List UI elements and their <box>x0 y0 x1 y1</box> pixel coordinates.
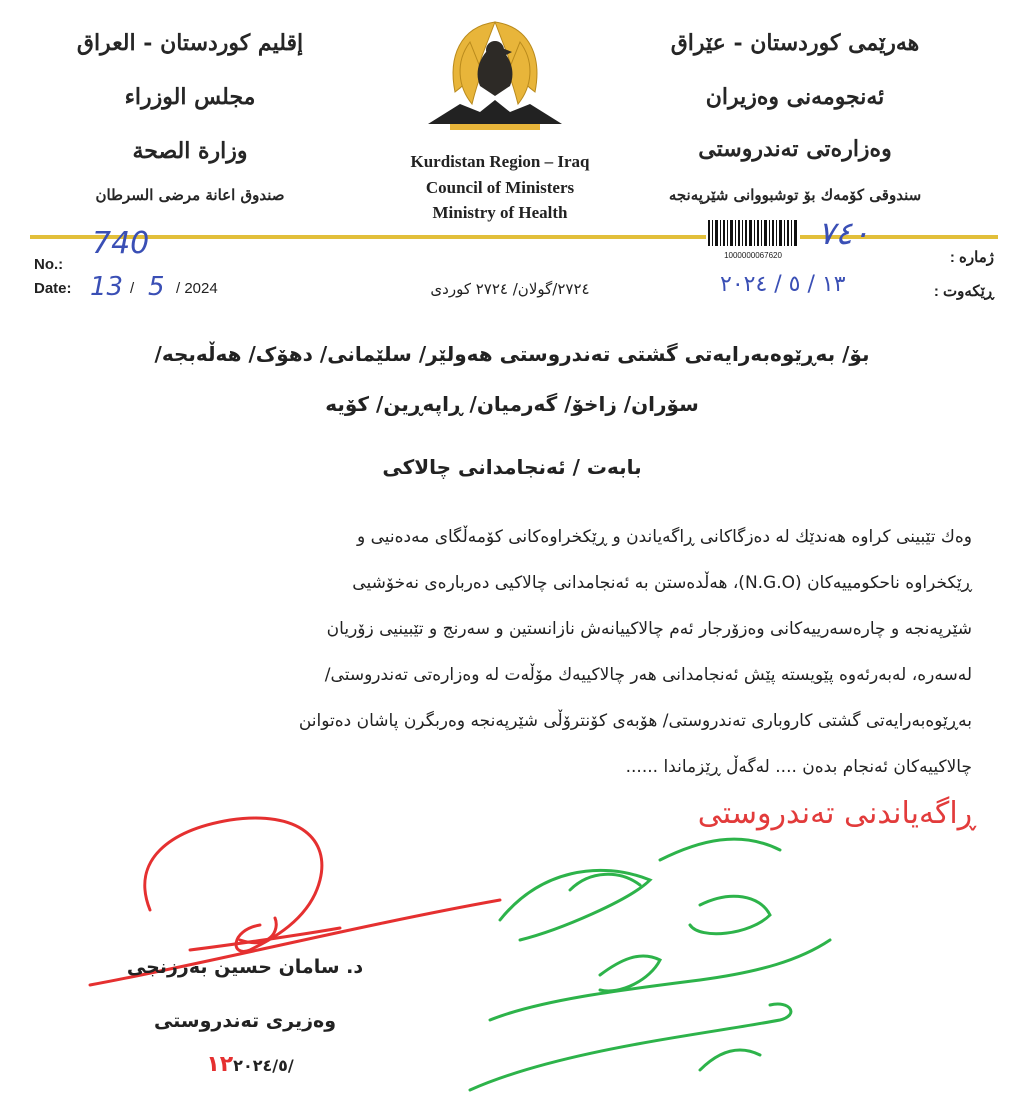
signature-date-day: ١٢ <box>206 1052 234 1077</box>
date-month-handwritten: 5 <box>148 272 165 302</box>
recipient-line-2: سۆران/ زاخۆ/ گەرمیان/ ڕاپەڕین/ کۆیە <box>325 392 699 416</box>
header-arabic-ministry: وزارة الصحة <box>132 138 248 164</box>
ku-date-value: ١٣ / ٥ / ٢٠٢٤ <box>720 272 846 297</box>
subject-line: بابەت / ئەنجامدانی چالاکی <box>382 455 642 479</box>
body-line: لەسەرە، لەبەرئەوە پێویستە پێش ئەنجامدانی هەر چالاکییەك مۆڵەت لە وەزارەتی تەندروستی/ <box>324 665 972 685</box>
ku-number-value-handwritten: ٧٤٠ <box>818 214 870 252</box>
header-kurdish-council: ئەنجومەنی وەزیران <box>705 84 885 110</box>
minister-name: د. سامان حسین بەرزنجی <box>126 956 364 978</box>
recipient-line-1: بۆ/ بەڕێوەبەرایەتی گشتی تەندروستی هەولێر/ سلێمانی/ دهۆک/ هەڵەبجە/ <box>154 342 870 366</box>
ku-number-label: ژمارە : <box>949 249 994 266</box>
body-line: شێرپەنجە و چارەسەرییەکانی وەزۆرجار ئەم چالاکییانەش نازانستین و سەرنج و تێبینیی زۆریان <box>326 619 972 639</box>
date-year: / 2024 <box>176 280 218 297</box>
body-line: وەك تێبینی کراوە هەندێك لە دەزگاکانی ڕاگەیاندن و ڕێکخراوەکانی کۆمەڵگای مەدەنیی و <box>356 527 972 547</box>
header-arabic-region: إقليم كوردستان - العراق <box>76 30 304 56</box>
barcode-number: 1000000067620 <box>724 251 782 260</box>
date-label: Date: <box>34 280 72 297</box>
header-arabic-council: مجلس الوزراء <box>124 84 256 110</box>
header-kurdish-fund: سندوقی کۆمەك بۆ توشبووانی شێرپەنجە <box>668 186 922 204</box>
stamp-health-media: ڕاگەیاندنی تەندروستی <box>697 796 976 831</box>
header-arabic-fund: صندوق اعانة مرضى السرطان <box>95 186 285 204</box>
body-line: چالاکییەکان ئەنجام بدەن .... لەگەڵ ڕێزماندا ...... <box>625 757 972 777</box>
header-english-ministry: Ministry of Health <box>432 203 568 222</box>
barcode <box>706 218 800 258</box>
minister-title: وەزیری تەندروستی <box>153 1010 337 1032</box>
kurdistan-emblem-logo <box>420 12 570 142</box>
signature-date-rest: ٢٠٢٤/٥/ <box>233 1056 294 1075</box>
body-line: ڕێکخراوە ناحکومییەکان (N.G.O)، هەڵدەستن بە ئەنجامدانی چالاکیی دەربارەی نەخۆشیی <box>352 573 972 593</box>
body-line: بەڕێوەبەرایەتی گشتی کاروباری تەندروستی/ هۆبەی کۆنترۆڵی شێرپەنجە وەربگرن پاشان دەتوانن <box>298 711 972 731</box>
header-kurdish-region: هەرێمی کوردستان - عێراق <box>670 30 920 56</box>
handwritten-signatures <box>0 800 1024 1100</box>
date-day-handwritten: 13 <box>90 272 124 302</box>
header-english-region: Kurdistan Region – Iraq <box>410 152 590 171</box>
letter-body <box>42 514 972 790</box>
ku-date-label: ڕێکەوت : <box>933 283 994 300</box>
header-kurdish-ministry: وەزارەتی تەندروستی <box>698 136 892 162</box>
signature-date <box>190 1052 310 1077</box>
number-value-handwritten: 740 <box>92 226 150 261</box>
header-english-council: Council of Ministers <box>425 178 575 197</box>
number-label: No.: <box>34 256 64 273</box>
kurdish-calendar-date: ٢٧٢٤/گولان/ ٢٧٢٤ کوردی <box>430 280 590 298</box>
